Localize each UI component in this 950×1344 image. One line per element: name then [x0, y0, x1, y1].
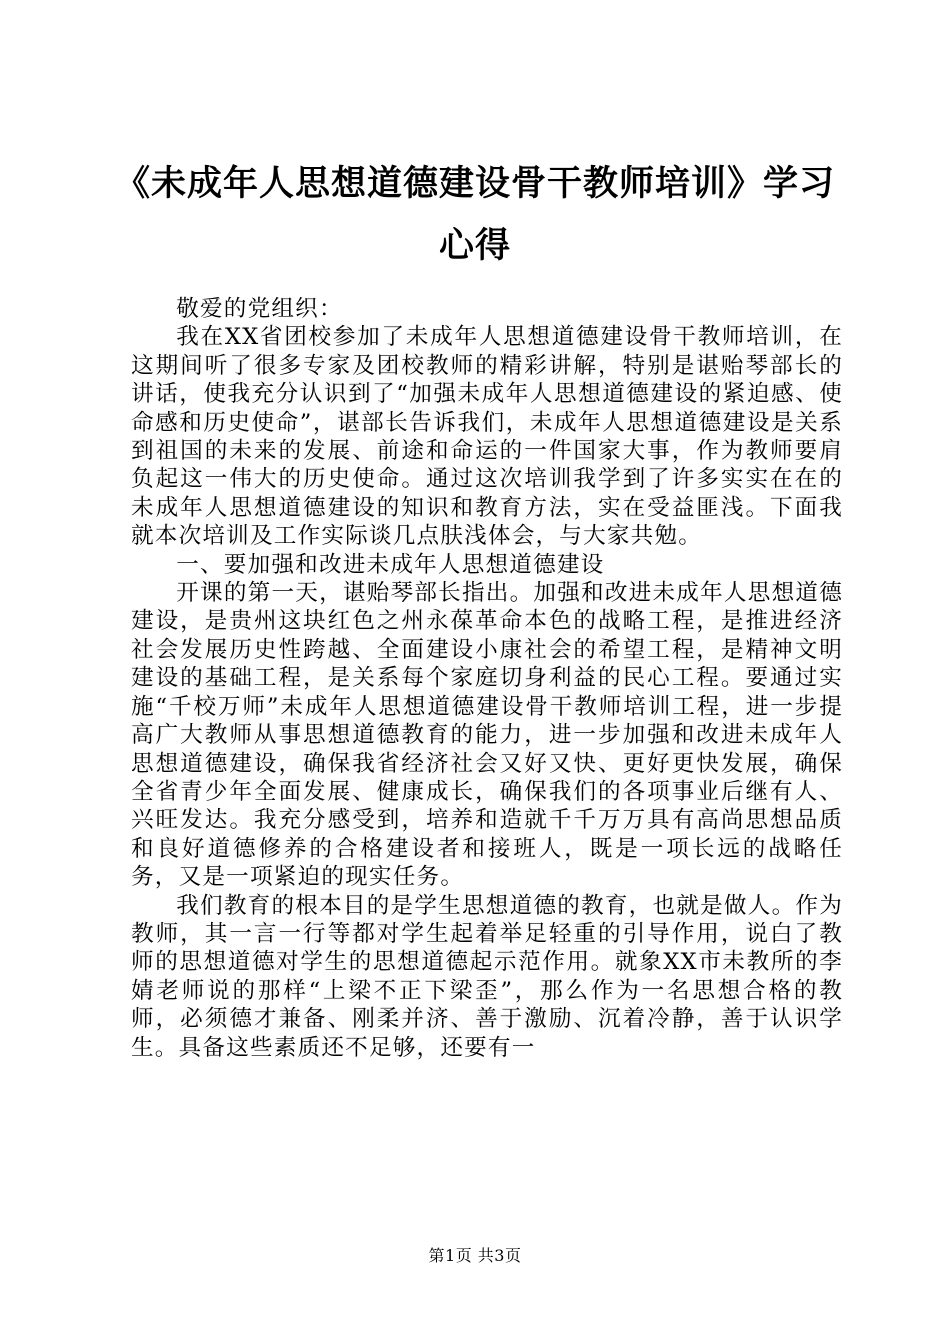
section-heading-1: 一、要加强和改进未成年人思想道德建设	[176, 551, 605, 578]
salutation: 敬爱的党组织：	[176, 296, 343, 322]
body-paragraph-3: 我们教育的根本目的是学生思想道德的教育，也就是做人。作为教师，其一言一行等都对学生起着举足轻重的引导作用，说白了教师的思想道德对学生的思想道德起示范作用。就象XX市未教所的李婧老师说的那样“上梁不正下梁歪”，那么作为一名思想合格的教师，必须德才兼备、刚柔并济、善于激励、沉着冷静，善于认识学生。具备这些素质还不足够，还要有一	[131, 892, 843, 1061]
document-title-line-2: 心得	[438, 225, 511, 266]
body-paragraph-2: 开课的第一天，谌贻琴部长指出。加强和改进未成年人思想道德建设，是贵州这块红色之州永葆革命本色的战略工程，是推进经济社会发展历史性跨越、全面建设小康社会的希望工程，是精神文明建设的基础工程，是关系每个家庭切身利益的民心工程。要通过实施“千校万师”未成年人思想道德建设骨干教师培训工程，进一步提高广大教师从事思想道德教育的能力，进一步加强和改进未成年人思想道德建设，确保我省经济社会又好又快、更好更快发展，确保全省青少年全面发展、健康成长，确保我们的各项事业后继有人、兴旺发达。我充分感受到，培养和造就千千万万具有高尚思想品质和良好道德修养的合格建设者和接班人，既是一项长远的战略任务，又是一项紧迫的现实任务。	[131, 580, 843, 891]
page-footer: 第1页 共3页	[428, 1246, 522, 1265]
document-title-line-1: 《未成年人思想道德建设骨干教师培训》学习	[114, 163, 835, 204]
body-paragraph-intro: 我在XX省团校参加了未成年人思想道德建设骨干教师培训，在这期间听了很多专家及团校教师的精彩讲解，特别是谌贻琴部长的讲话，使我充分认识到了“加强未成年人思想道德建设的紧迫感、使命感和历史使命”，谌部长告诉我们，未成年人思想道德建设是关系到祖国的未来的发展、前途和命运的一件国家大事，作为教师要肩负起这一伟大的历史使命。通过这次培训我学到了许多实实在在的未成年人思想道德建设的知识和教育方法，实在受益匪浅。下面我就本次培训及工作实际谈几点肤浅体会，与大家共勉。	[131, 324, 843, 550]
document-body	[131, 295, 843, 1062]
